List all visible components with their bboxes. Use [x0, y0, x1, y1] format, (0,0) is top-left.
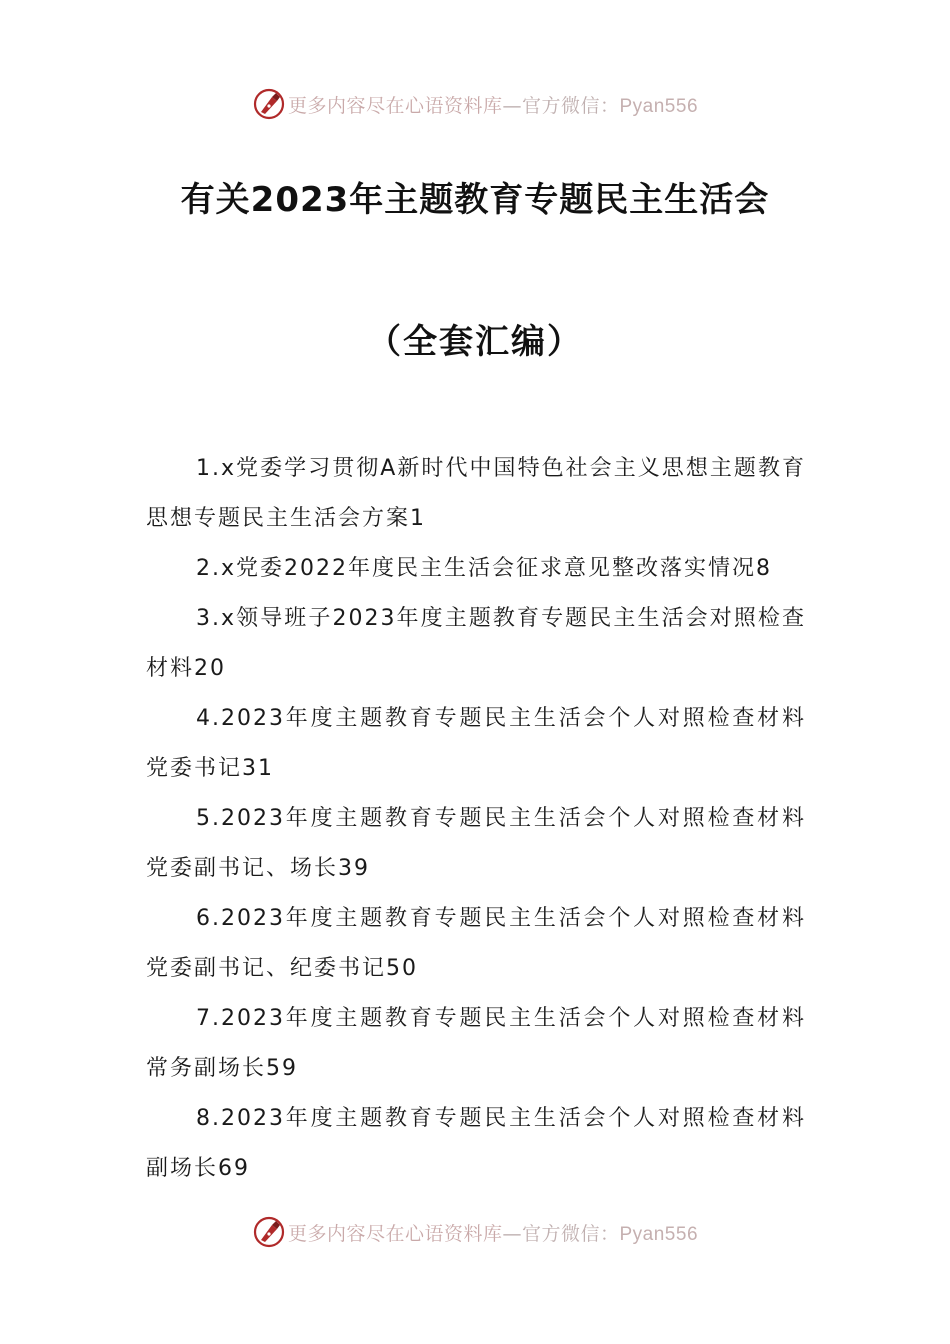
footer-wechat-label: 官方微信： [521, 1222, 620, 1245]
toc-item-7[interactable]: 7.2023年度主题教育专题民主生活会个人对照检查材料常务副场长59 [146, 1006, 806, 1081]
toc-item-3[interactable]: 3.x领导班子2023年度主题教育专题民主生活会对照检查材料20 [146, 606, 806, 681]
document-title: 有关2023年主题教育专题民主生活会 [180, 180, 770, 220]
pen-nib-logo-icon [252, 87, 286, 121]
toc-item-4[interactable]: 4.2023年度主题教育专题民主生活会个人对照检查材料党委书记31 [146, 706, 806, 781]
table-of-contents [146, 444, 806, 1194]
footer-watermark [0, 1212, 950, 1252]
header-brand-text: 更多内容尽在心语资料库 [287, 94, 503, 117]
footer-separator: — [502, 1222, 522, 1245]
header-wechat-label: 官方微信： [521, 94, 620, 117]
header-separator: — [502, 94, 522, 117]
toc-item-1[interactable]: 1.x党委学习贯彻A新时代中国特色社会主义思想主题教育思想专题民主生活会方案1 [146, 456, 806, 531]
document-subtitle: （全套汇编） [367, 322, 583, 362]
footer-wechat-id: Pyan556 [619, 1223, 699, 1245]
toc-item-2[interactable]: 2.x党委2022年度民主生活会征求意见整改落实情况8 [196, 556, 772, 581]
footer-brand-text: 更多内容尽在心语资料库 [287, 1222, 503, 1245]
header-wechat-id: Pyan556 [619, 95, 699, 117]
header-watermark [0, 84, 950, 124]
toc-item-8[interactable]: 8.2023年度主题教育专题民主生活会个人对照检查材料副场长69 [146, 1106, 806, 1181]
pen-nib-logo-icon [252, 1215, 286, 1249]
toc-item-6[interactable]: 6.2023年度主题教育专题民主生活会个人对照检查材料党委副书记、纪委书记50 [146, 906, 806, 981]
toc-item-5[interactable]: 5.2023年度主题教育专题民主生活会个人对照检查材料党委副书记、场长39 [146, 806, 806, 881]
